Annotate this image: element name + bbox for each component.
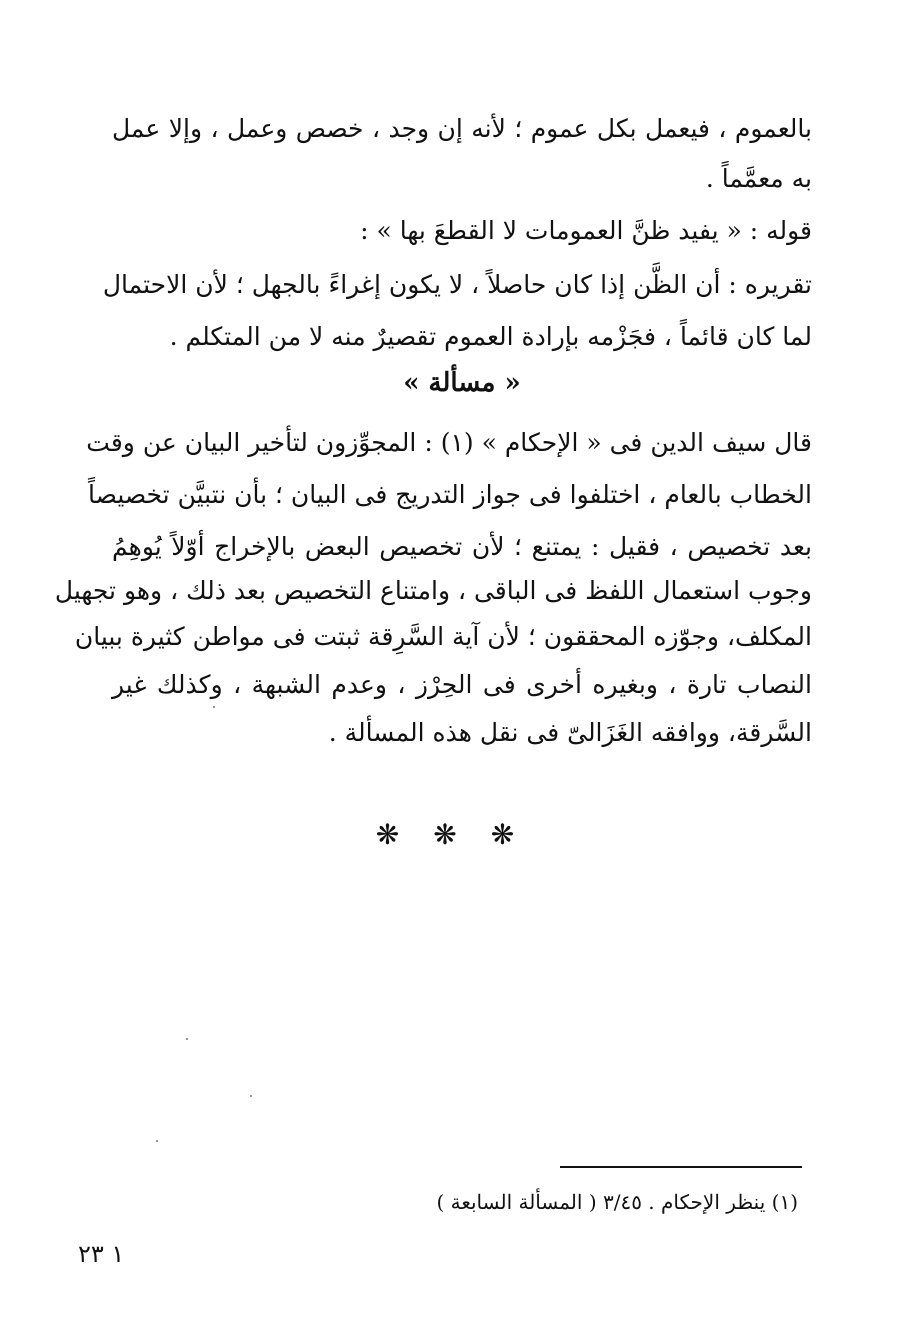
paragraph1-line-2: به معمَّماً . <box>705 164 812 193</box>
speck <box>250 1095 252 1097</box>
paragraph2-line-1: تقريره : أن الظَّن إذا كان حاصلاً ، لا يكون إغراءً بالجهل ؛ لأن الاحتمال <box>102 270 812 299</box>
paragraph3-line-2: الخطاب بالعام ، اختلفوا فى جواز التدريج فى البيان ؛ بأن نتبيَّن تخصيصاً <box>88 480 812 509</box>
speck <box>186 1038 188 1040</box>
section-separator: ❋❋❋ <box>375 818 549 851</box>
speck <box>213 706 215 708</box>
paragraph1-line-1: بالعموم ، فيعمل بكل عموم ؛ لأنه إن وجد ، خصص وعمل ، وإلا عمل <box>112 114 812 143</box>
paragraph3-line-1: قال سيف الدين فى « الإحكام » (١) : المجوِّزون لتأخير البيان عن وقت <box>86 428 812 457</box>
paragraph3-line-6: النصاب تارة ، وبغيره أخرى فى الحِرْز ، وعدم الشبهة ، وكذلك غير <box>112 670 812 699</box>
paragraph3-line-7: السَّرقة، ووافقه الغَزَالىّ فى نقل هذه المسألة . <box>328 718 812 747</box>
quote-line: قوله : « يفيد ظنَّ العمومات لا القطعَ بها » : <box>360 216 812 245</box>
paragraph3-line-3: بعد تخصيص ، فقيل : يمتنع ؛ لأن تخصيص البعض بالإخراج أوّلاً يُوهِمُ <box>112 532 812 561</box>
page-number: ١ ٢٣ <box>78 1240 125 1268</box>
footnote-rule <box>560 1166 802 1168</box>
speck <box>156 1140 158 1142</box>
paragraph3-line-5: المكلف، وجوّزه المحققون ؛ لأن آية السَّرِقة ثبتت فى مواطن كثيرة ببيان <box>74 622 812 651</box>
paragraph2-line-2: لما كان قائماً ، فجَزْمه بإرادة العموم تقصيرٌ منه لا من المتكلم . <box>169 322 812 351</box>
paragraph3-line-4: وجوب استعمال اللفظ فى الباقى ، وامتناع التخصيص بعد ذلك ، وهو تجهيل <box>54 576 812 605</box>
section-heading: « مسألة » <box>403 368 521 398</box>
footnote: (١) ينظر الإحكام . ٣/٤٥ ( المسألة السابعة ) <box>436 1190 798 1214</box>
